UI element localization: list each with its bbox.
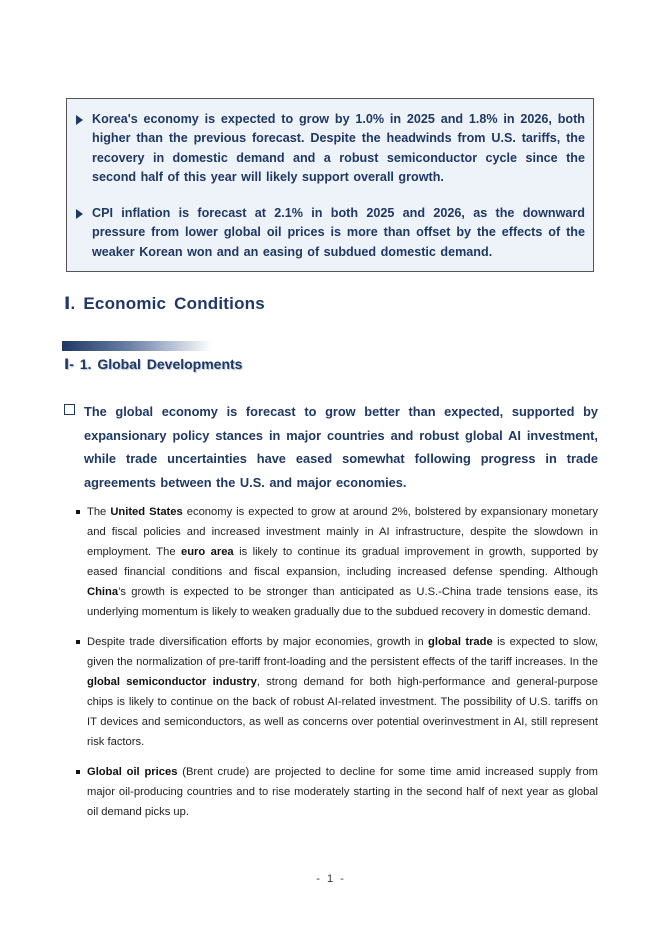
- bullet-item: [76, 632, 598, 752]
- bullet-text: [87, 632, 598, 752]
- square-bullet-icon: [76, 770, 80, 774]
- text-run: is likely to continue its gradual improvement in growth, supported by eased financial conditions and fiscal expansion, including increased defense spending. Although: [87, 546, 598, 578]
- text-run: , strong demand for both high-performance and general-purpose chips is likely to continue on the back of robust AI-related investment. The possibility of U.S. tariffs on IT devices and semiconductors, as well as concerns over potential overinvestment in AI, still represent risk factors.: [87, 676, 598, 748]
- bold-term: United States: [110, 506, 183, 518]
- summary-item: [73, 204, 585, 262]
- bullet-list: [76, 502, 598, 822]
- summary-box: [66, 98, 594, 272]
- text-run: The: [87, 506, 111, 518]
- text-run: (Brent crude) are projected to decline for some time amid increased supply from major oil-producing countries and to rise moderately starting in the second half of next year as global oil demand picks up.: [87, 766, 598, 818]
- triangle-bullet-icon: [76, 115, 83, 125]
- text-run: economy is expected to grow at around 2%, bolstered by expansionary monetary and fiscal policies and increased investment mainly in AI infrastructure, despite the slowdown in employment. The: [87, 506, 598, 558]
- summary-item: [73, 110, 585, 187]
- subsection-title: Ⅰ- 1. Global Developments: [64, 356, 243, 372]
- bullet-text: [87, 762, 598, 822]
- bold-term: China: [87, 586, 119, 598]
- main-point-text: The global economy is forecast to grow better than expected, supported by expansionary policy stances in major countries and robust global AI investment, while trade uncertainties have eased somewhat following progress in trade agreements between the U.S. and major economies.: [84, 404, 598, 490]
- square-bullet-icon: [76, 510, 80, 514]
- page-number: - 1 -: [316, 873, 346, 885]
- section-title: Ⅰ. Economic Conditions: [64, 294, 265, 313]
- summary-text: Korea's economy is expected to grow by 1.0% in 2025 and 1.8% in 2026, both higher than the previous forecast. Despite the headwinds from U.S. tariffs, the recovery in domestic demand and a robust semiconductor cycle since the second half of this year will likely support overall growth.: [92, 112, 585, 184]
- bold-term: Global oil prices: [87, 766, 178, 778]
- bold-term: global semiconductor industry: [87, 676, 257, 688]
- checkbox-bullet-icon: [64, 404, 75, 415]
- section-divider-bar: [62, 341, 212, 351]
- bold-term: euro area: [180, 546, 234, 558]
- main-point: [64, 400, 598, 494]
- bold-term: global trade: [428, 636, 493, 648]
- text-run: ’s growth is expected to be stronger than anticipated as U.S.-China trade tensions ease, its underlying momentum is likely to weaken gradually due to the subdued recovery in domestic demand.: [87, 586, 598, 618]
- summary-text: CPI inflation is forecast at 2.1% in both 2025 and 2026, as the downward pressure from lower global oil prices is more than offset by the effects of the weaker Korean won and an easing of subdued domestic demand.: [92, 206, 585, 259]
- bullet-text: [87, 502, 598, 622]
- bullet-item: [76, 762, 598, 822]
- bullet-item: [76, 502, 598, 622]
- text-run: Despite trade diversification efforts by major economies, growth in: [87, 636, 428, 648]
- text-run: is expected to slow, given the normalization of pre-tariff front-loading and the persistent effects of the tariff increases. In the: [87, 636, 598, 668]
- square-bullet-icon: [76, 640, 80, 644]
- triangle-bullet-icon: [76, 209, 83, 219]
